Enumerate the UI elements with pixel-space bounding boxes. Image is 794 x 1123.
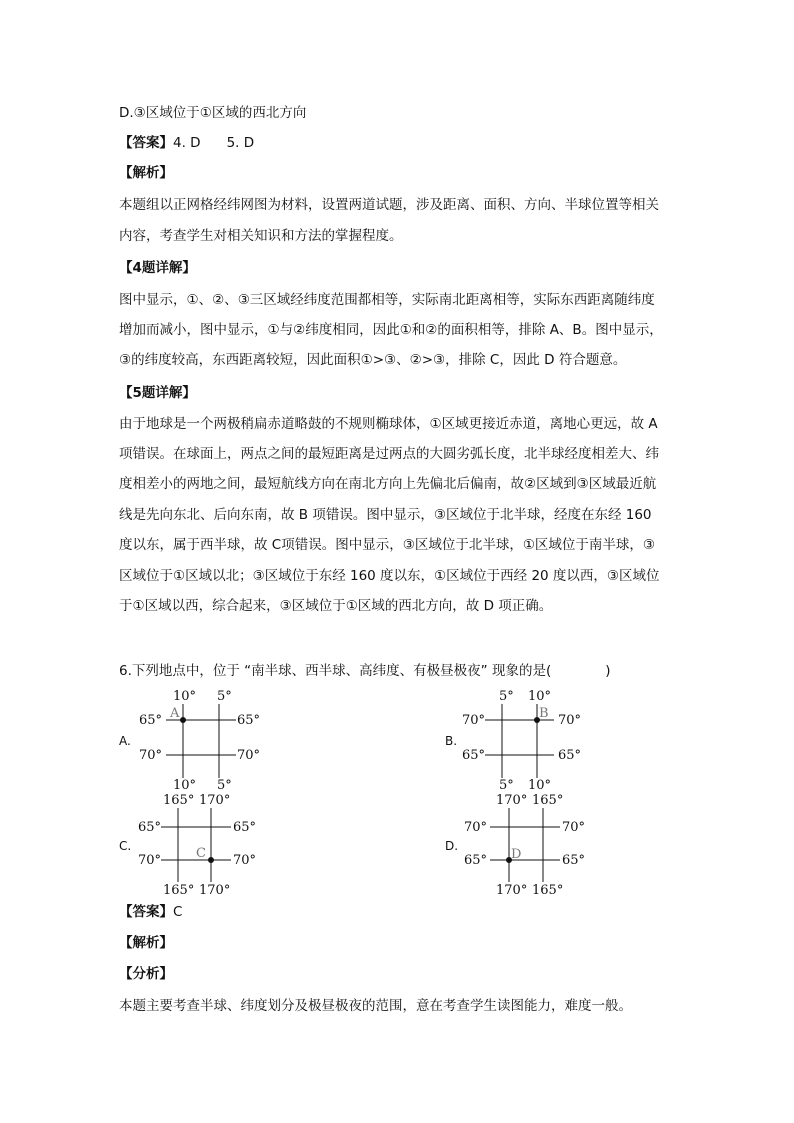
q5-line-5: 度以东，属于西半球，故 C项错误。图中显示，③区域位于北半球，①区域位于南半球，③ <box>119 537 656 553</box>
answer-4: 4. D <box>173 135 201 151</box>
fenxi-text: 本题主要考查半球、纬度划分及极昼极夜的范围，意在考查学生读图能力，难度一般。 <box>119 998 632 1014</box>
d-top-right: 165° <box>532 793 564 808</box>
answer-6-value: C <box>173 904 183 920</box>
a-point-label: A <box>170 706 180 721</box>
analysis-heading: 【解析】 <box>119 165 173 181</box>
a-left-top: 65° <box>139 713 163 728</box>
question-6: 6.下列地点中，位于 “南半球、西半球、高纬度、有极昼极夜” 现象的是( ) <box>119 663 611 679</box>
c-top-right: 170° <box>199 793 231 808</box>
c-top-left: 165° <box>163 793 195 808</box>
option-a-label: A. <box>119 734 131 748</box>
q4-line-1: 图中显示，①、②、③三区域经纬度范围都相等，实际南北距离相等，实际东西距离随纬度 <box>119 292 655 308</box>
option-c-grid <box>138 790 268 898</box>
c-left-bot: 70° <box>138 853 162 868</box>
option-d-diagram <box>462 790 597 898</box>
b-point-label: B <box>539 706 549 721</box>
c-right-top: 65° <box>233 820 257 835</box>
b-left-bot: 65° <box>462 748 486 763</box>
a-top-left: 10° <box>173 689 197 704</box>
b-right-bot: 65° <box>558 748 582 763</box>
c-bot-right: 170° <box>199 883 231 898</box>
b-top-right: 10° <box>528 689 552 704</box>
a-top-right: 5° <box>217 689 232 704</box>
option-d-grid <box>462 790 597 898</box>
c-point-label: C <box>196 846 206 861</box>
d-left-top: 70° <box>464 820 488 835</box>
c-left-top: 65° <box>138 820 162 835</box>
intro-line-1: 本题组以正网格经纬网图为材料，设置两道试题，涉及距离、面积、方向、半球位置等相关 <box>119 197 659 213</box>
option-a-diagram <box>138 686 268 791</box>
q5-line-1: 由于地球是一个两极稍扁赤道略鼓的不规则椭球体，①区域更接近赤道，离地心更远，故 A <box>119 416 658 432</box>
option-d-previous: D.③区域位于①区域的西北方向 <box>119 105 307 121</box>
option-b-diagram <box>462 686 592 791</box>
b-bot-left: 5° <box>499 778 514 793</box>
q5-line-3: 度相差小的两地之间，最短航线方向在南北方向上先偏北后偏南，故②区域到③区域最近航 <box>119 476 657 492</box>
a-right-top: 65° <box>237 713 261 728</box>
d-point-label: D <box>511 847 522 862</box>
q5-line-7: 于①区域以西，综合起来，③区域位于①区域的西北方向，故 D 项正确。 <box>119 598 553 614</box>
fenxi-heading: 【分析】 <box>119 966 173 982</box>
answer-6 <box>119 902 182 922</box>
analysis-heading-2: 【解析】 <box>119 935 173 951</box>
answer-tag: 【答案】 <box>119 135 173 151</box>
q4-heading: 【4题详解】 <box>119 260 196 276</box>
c-point <box>208 857 214 863</box>
a-left-bot: 70° <box>139 748 163 763</box>
a-right-bot: 70° <box>237 748 261 763</box>
answer-4-5 <box>119 133 254 153</box>
q4-line-2: 增加而减小，图中显示，①与②纬度相同，因此①和②的面积相等，排除 A、B。图中显示， <box>119 322 663 338</box>
d-bot-right: 165° <box>532 883 564 898</box>
intro-line-2: 内容，考查学生对相关知识和方法的掌握程度。 <box>119 228 403 244</box>
c-bot-left: 165° <box>163 883 195 898</box>
q4-line-3: ③的纬度较高，东西距离较短，因此面积①>③、②>③，排除 C，因此 D 符合题意。 <box>119 352 627 368</box>
a-bot-left: 10° <box>173 778 197 793</box>
b-left-top: 70° <box>462 713 486 728</box>
d-right-top: 70° <box>562 820 586 835</box>
answer-6-tag: 【答案】 <box>119 904 173 920</box>
q5-line-2: 项错误。在球面上，两点之间的最短距离是过两点的大圆劣弧长度，北半球经度相差大、纬 <box>119 446 659 462</box>
q5-line-6: 区域位于①区域以北；③区域位于东经 160 度以东，①区域位于西经 20 度以西，③区域位 <box>119 568 660 584</box>
option-c-diagram <box>138 790 268 898</box>
d-bot-left: 170° <box>496 883 528 898</box>
option-d-label: D. <box>445 839 459 853</box>
b-right-top: 70° <box>558 713 582 728</box>
q5-line-4: 线是先向东北、后向东南，故 B 项错误。图中显示，③区域位于北半球，经度在东经 160 <box>119 507 652 523</box>
d-left-bot: 65° <box>464 853 488 868</box>
a-bot-right: 5° <box>217 778 232 793</box>
b-top-left: 5° <box>499 689 514 704</box>
b-bot-right: 10° <box>528 778 552 793</box>
d-right-bot: 65° <box>562 853 586 868</box>
option-c-label: C. <box>119 839 132 853</box>
option-b-grid <box>462 686 592 791</box>
answer-5: 5. D <box>226 135 255 151</box>
c-right-bot: 70° <box>233 853 257 868</box>
q5-heading: 【5题详解】 <box>119 385 196 401</box>
d-top-left: 170° <box>496 793 528 808</box>
option-a-grid <box>138 686 268 791</box>
option-b-label: B. <box>445 734 458 748</box>
a-point <box>180 717 186 723</box>
